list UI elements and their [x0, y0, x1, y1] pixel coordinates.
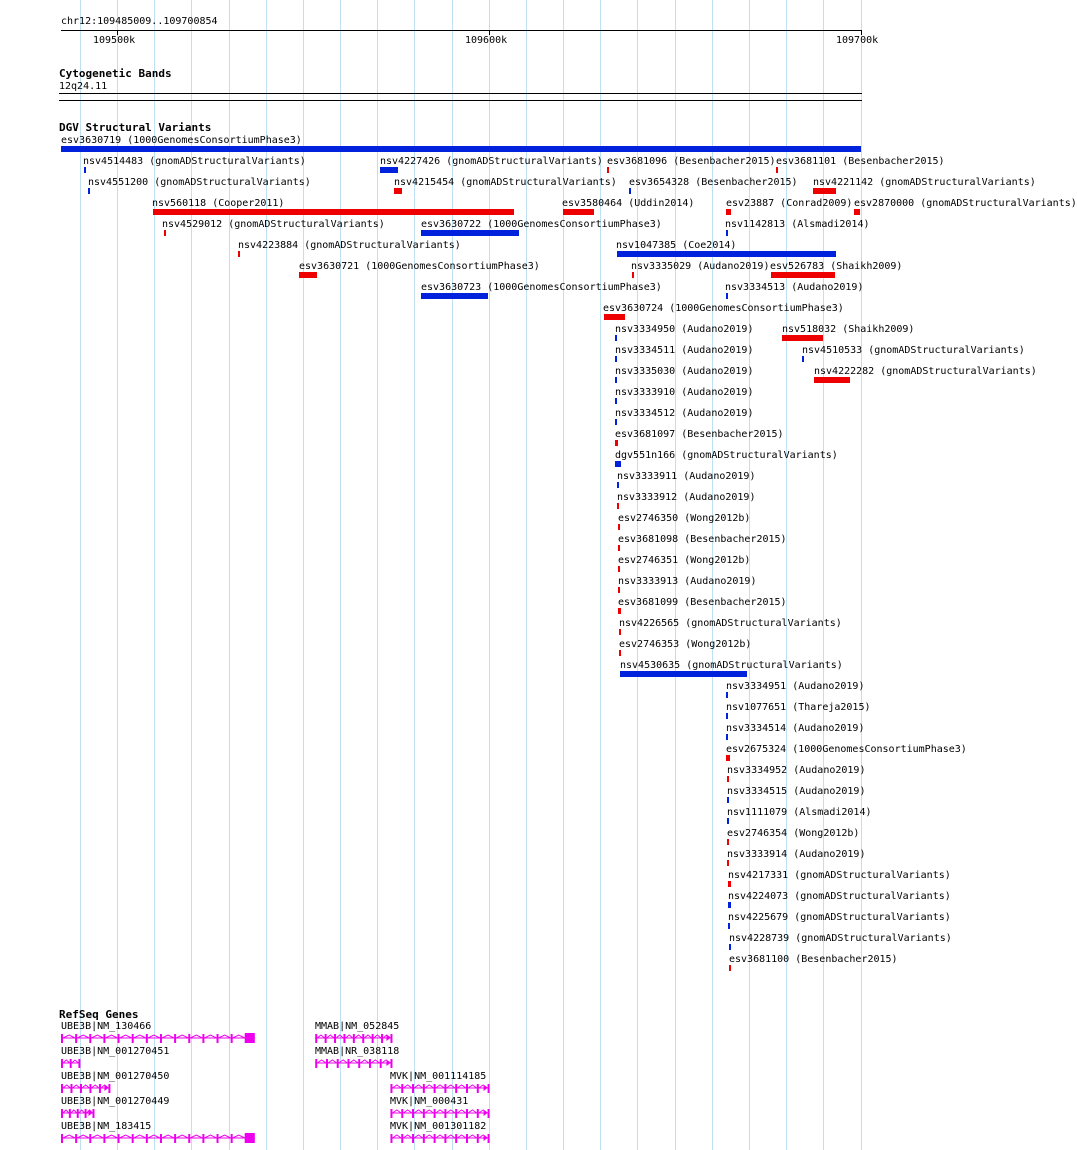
variant-label[interactable]: nsv3333912 (Audano2019) [617, 492, 756, 503]
variant-label[interactable]: nsv3335030 (Audano2019) [615, 366, 754, 377]
variant-label[interactable]: esv3681099 (Besenbacher2015) [618, 597, 787, 608]
strand-arrow [484, 1135, 488, 1141]
variant-label[interactable]: esv2746353 (Wong2012b) [619, 639, 752, 650]
cytoband-track-title: Cytogenetic Bands [59, 67, 172, 80]
variant-label[interactable]: nsv3334511 (Audano2019) [615, 345, 754, 356]
exon [390, 1059, 392, 1068]
variant-label[interactable]: nsv4224073 (gnomADStructuralVariants) [728, 891, 951, 902]
variant-label[interactable]: nsv4226565 (gnomADStructuralVariants) [619, 618, 842, 629]
variant-label[interactable]: nsv4223884 (gnomADStructuralVariants) [238, 240, 461, 251]
exon [92, 1109, 94, 1118]
variant-label[interactable]: nsv3334950 (Audano2019) [615, 324, 754, 335]
variant-label[interactable]: nsv4225679 (gnomADStructuralVariants) [728, 912, 951, 923]
variant-label[interactable]: nsv3335029 (Audano2019) [631, 261, 770, 272]
variant-label[interactable]: esv2746354 (Wong2012b) [727, 828, 860, 839]
gene-model[interactable] [61, 1059, 80, 1068]
variant-label[interactable]: esv3630723 (1000GenomesConsortiumPhase3) [421, 282, 662, 293]
variant-label[interactable]: nsv4215454 (gnomADStructuralVariants) [394, 177, 617, 188]
variant-label[interactable]: nsv518032 (Shaikh2009) [782, 324, 915, 335]
variant-label[interactable]: esv3681101 (Besenbacher2015) [776, 156, 945, 167]
variant-label[interactable]: esv2675324 (1000GenomesConsortiumPhase3) [726, 744, 967, 755]
ruler-label: 109500k [93, 35, 136, 46]
gene-model[interactable] [390, 1109, 489, 1118]
variant-label[interactable]: nsv1142813 (Alsmadi2014) [725, 219, 870, 230]
variant-label[interactable]: esv3654328 (Besenbacher2015) [629, 177, 798, 188]
variant-label[interactable]: esv3580464 (Uddin2014) [562, 198, 695, 209]
variant-label[interactable]: nsv4227426 (gnomADStructuralVariants) [380, 156, 603, 167]
variant-label[interactable]: esv3630719 (1000GenomesConsortiumPhase3) [61, 135, 302, 146]
variant-label[interactable]: nsv1047385 (Coe2014) [616, 240, 737, 251]
variant-label[interactable]: nsv3333913 (Audano2019) [618, 576, 757, 587]
dgv-track-title: DGV Structural Variants [59, 121, 212, 134]
variant-label[interactable]: nsv3334951 (Audano2019) [726, 681, 865, 692]
variant-label[interactable]: esv526783 (Shaikh2009) [770, 261, 903, 272]
refseq-track-title: RefSeq Genes [59, 1008, 139, 1021]
variant-label[interactable]: nsv3333911 (Audano2019) [617, 471, 756, 482]
gene-label[interactable]: MVK|NM_001301182 [390, 1121, 487, 1132]
exon [488, 1134, 490, 1143]
variant-label[interactable]: esv23887 (Conrad2009) [726, 198, 853, 209]
variant-label[interactable]: esv3630724 (1000GenomesConsortiumPhase3) [603, 303, 844, 314]
gene-label[interactable]: MVK|NM_000431 [390, 1096, 469, 1107]
variant-label[interactable]: nsv3334952 (Audano2019) [727, 765, 866, 776]
gene-model[interactable] [61, 1084, 110, 1093]
variant-label[interactable]: nsv4530635 (gnomADStructuralVariants) [620, 660, 843, 671]
gene-model[interactable] [61, 1033, 255, 1043]
gene-model[interactable] [390, 1084, 489, 1093]
coordinate-range: chr12:109485009..109700854 [61, 16, 218, 27]
strand-arrow [484, 1110, 488, 1116]
gene-model[interactable] [315, 1034, 392, 1043]
gene-label[interactable]: UBE3B|NM_183415 [61, 1121, 152, 1132]
exon [108, 1084, 110, 1093]
exon [488, 1109, 490, 1118]
gene-model[interactable] [315, 1059, 392, 1068]
ruler-label: 109600k [465, 35, 508, 46]
exon [78, 1059, 80, 1068]
variant-label[interactable]: nsv3334515 (Audano2019) [727, 786, 866, 797]
variant-label[interactable]: nsv3334512 (Audano2019) [615, 408, 754, 419]
exon [390, 1034, 392, 1043]
variant-label[interactable]: nsv4222282 (gnomADStructuralVariants) [814, 366, 1037, 377]
variant-label[interactable]: nsv4221142 (gnomADStructuralVariants) [813, 177, 1036, 188]
variant-label[interactable]: esv2870000 (gnomADStructuralVariants) [854, 198, 1077, 209]
gene-label[interactable]: MMAB|NM_052845 [315, 1021, 400, 1032]
gene-model[interactable] [61, 1109, 94, 1118]
variant-label[interactable]: esv2746351 (Wong2012b) [618, 555, 751, 566]
variant-label[interactable]: esv3630721 (1000GenomesConsortiumPhase3) [299, 261, 540, 272]
gene-label[interactable]: UBE3B|NM_001270449 [61, 1096, 170, 1107]
ruler-label: 109700k [836, 35, 879, 46]
gene-label[interactable]: UBE3B|NM_130466 [61, 1021, 152, 1032]
variant-label[interactable]: esv3681098 (Besenbacher2015) [618, 534, 787, 545]
variant-label[interactable]: nsv4228739 (gnomADStructuralVariants) [729, 933, 952, 944]
strand-arrow [386, 1060, 390, 1066]
strand-arrow [484, 1085, 488, 1091]
variant-label[interactable]: nsv1111079 (Alsmadi2014) [727, 807, 872, 818]
gene-model[interactable] [61, 1133, 255, 1143]
variant-label[interactable]: esv3681097 (Besenbacher2015) [615, 429, 784, 440]
gene-model[interactable] [390, 1134, 489, 1143]
variant-label[interactable]: nsv3333910 (Audano2019) [615, 387, 754, 398]
exon [488, 1084, 490, 1093]
gene-label[interactable]: MMAB|NR_038118 [315, 1046, 400, 1057]
variant-label[interactable]: nsv4217331 (gnomADStructuralVariants) [728, 870, 951, 881]
variant-label[interactable]: esv3681100 (Besenbacher2015) [729, 954, 898, 965]
variant-label[interactable]: esv3681096 (Besenbacher2015) [607, 156, 776, 167]
variant-label[interactable]: nsv4529012 (gnomADStructuralVariants) [162, 219, 385, 230]
variant-label[interactable]: esv2746350 (Wong2012b) [618, 513, 751, 524]
variant-label[interactable]: nsv4514483 (gnomADStructuralVariants) [83, 156, 306, 167]
cytoband-label[interactable]: 12q24.11 [59, 81, 108, 92]
gene-label[interactable]: UBE3B|NM_001270451 [61, 1046, 170, 1057]
gene-label[interactable]: MVK|NM_001114185 [390, 1071, 487, 1082]
variant-label[interactable]: nsv4551200 (gnomADStructuralVariants) [88, 177, 311, 188]
variant-label[interactable]: nsv560118 (Cooper2011) [152, 198, 285, 209]
variant-label[interactable]: nsv1077651 (Thareja2015) [726, 702, 871, 713]
variant-label[interactable]: nsv3334513 (Audano2019) [725, 282, 864, 293]
gene-label[interactable]: UBE3B|NM_001270450 [61, 1071, 170, 1082]
variant-label[interactable]: nsv4510533 (gnomADStructuralVariants) [802, 345, 1025, 356]
variant-label[interactable]: dgv551n166 (gnomADStructuralVariants) [615, 450, 838, 461]
variant-label[interactable]: nsv3333914 (Audano2019) [727, 849, 866, 860]
variant-label[interactable]: nsv3334514 (Audano2019) [726, 723, 865, 734]
variant-label[interactable]: esv3630722 (1000GenomesConsortiumPhase3) [421, 219, 662, 230]
